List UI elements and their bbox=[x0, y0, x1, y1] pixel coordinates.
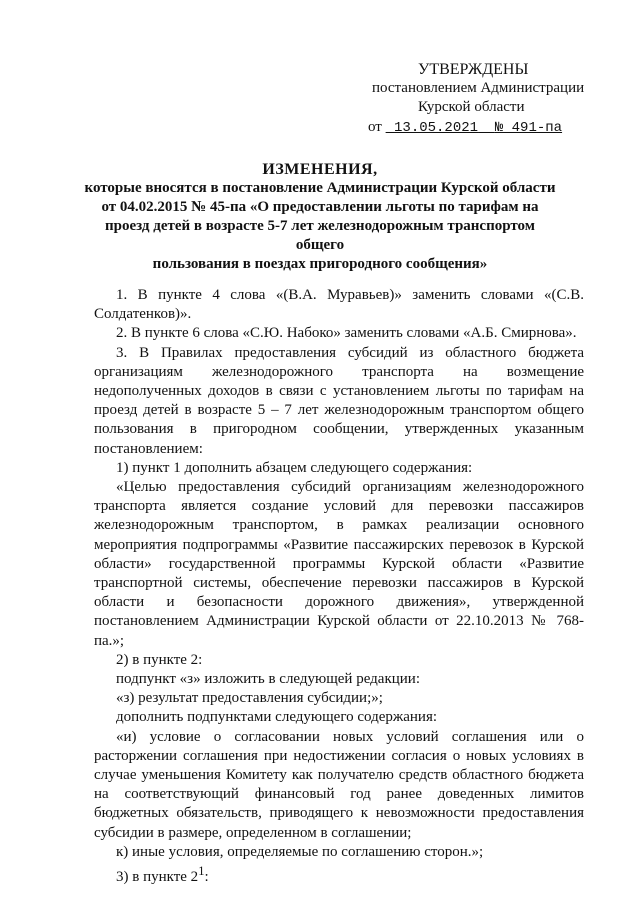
paragraph-1: 1. В пункте 4 слова «(В.А. Муравьев)» заменить словами «(С.В. Солдатенков)». bbox=[94, 287, 584, 323]
paragraph-7: подпункт «з» изложить в следующей редакции: bbox=[116, 671, 420, 688]
title-sub-4: пользования в поездах пригородного сообщения» bbox=[152, 256, 488, 272]
paragraph-2: 2. В пункте 6 слова «С.Ю. Набоко» заменить словами «А.Б. Смирнова». bbox=[116, 325, 577, 342]
superscript: 1 bbox=[198, 864, 205, 879]
document-body bbox=[94, 286, 584, 887]
approval-date-line bbox=[368, 118, 598, 138]
paragraph-11: к) иные условия, определяемые по соглашению сторон.»; bbox=[116, 843, 484, 860]
paragraph-3: 3. В Правилах предоставления субсидий из областного бюджета организациям железнодорожного транспорта на возмещение недополученных доходов в связи с установлением льготы по тарифам на проезд детей в возрасте 5 – 7 лет железнодорожным транспортом общего пользования в пригородном сообщении, утвержденных указанным постановлением: bbox=[94, 344, 584, 457]
approval-date: 13.05.2021 № 491-па bbox=[394, 120, 563, 136]
paragraph-5: «Целью предоставления субсидий организациям железнодорожного транспорта является создание условий для перевозки пассажиров железнодорожным транспортом, в рамках реализации основного мероприятия подпрограммы «Развитие пассажирских перевозок в Курской области» государственной программы Курской области «Развитие транспортной системы, обеспечение перевозки пассажиров в Курской области и безопасности дорожного движения», утвержденной постановлением Администрации Курской области от 22.10.2013 № 768-па.»; bbox=[94, 479, 584, 649]
approval-stamp bbox=[368, 60, 598, 138]
title-main: ИЗМЕНЕНИЯ, bbox=[262, 161, 378, 178]
paragraph-9: дополнить подпунктами следующего содержания: bbox=[116, 709, 438, 726]
approval-line-1: постановлением Администрации bbox=[372, 80, 585, 96]
title-sub-2: от 04.02.2015 № 45-па «О предоставлении льготы по тарифам на bbox=[101, 199, 539, 215]
paragraph-8: «з) результат предоставления субсидии;»; bbox=[116, 690, 383, 707]
title-sub-1: которые вносятся в постановление Администрации Курской области bbox=[84, 180, 556, 196]
paragraph-12: 3) в пункте $2^1$: bbox=[116, 864, 209, 886]
approval-heading: УТВЕРЖДЕНЫ bbox=[418, 61, 529, 78]
approval-line-2: Курской области bbox=[418, 99, 525, 115]
date-prefix: от bbox=[368, 119, 382, 135]
paragraph-10: «и) условие о согласовании новых условий соглашения или о расторжении соглашения при недостижении согласия о новых условиях в случае уменьшения Комитету как получателю средств областного бюджета на соответствующий финансовый год ранее доведенных лимитов бюджетных обязательств, приводящего к невозможности предоставления субсидии в размере, определенном в соглашении; bbox=[94, 728, 584, 841]
paragraph-6: 2) в пункте 2: bbox=[116, 651, 203, 668]
document-title bbox=[80, 160, 560, 274]
paragraph-4: 1) пункт 1 дополнить абзацем следующего содержания: bbox=[116, 459, 473, 476]
title-sub-3: проезд детей в возрасте 5-7 лет железнодорожным транспортом общего bbox=[105, 218, 535, 253]
approval-number: № 491-па bbox=[494, 120, 563, 136]
